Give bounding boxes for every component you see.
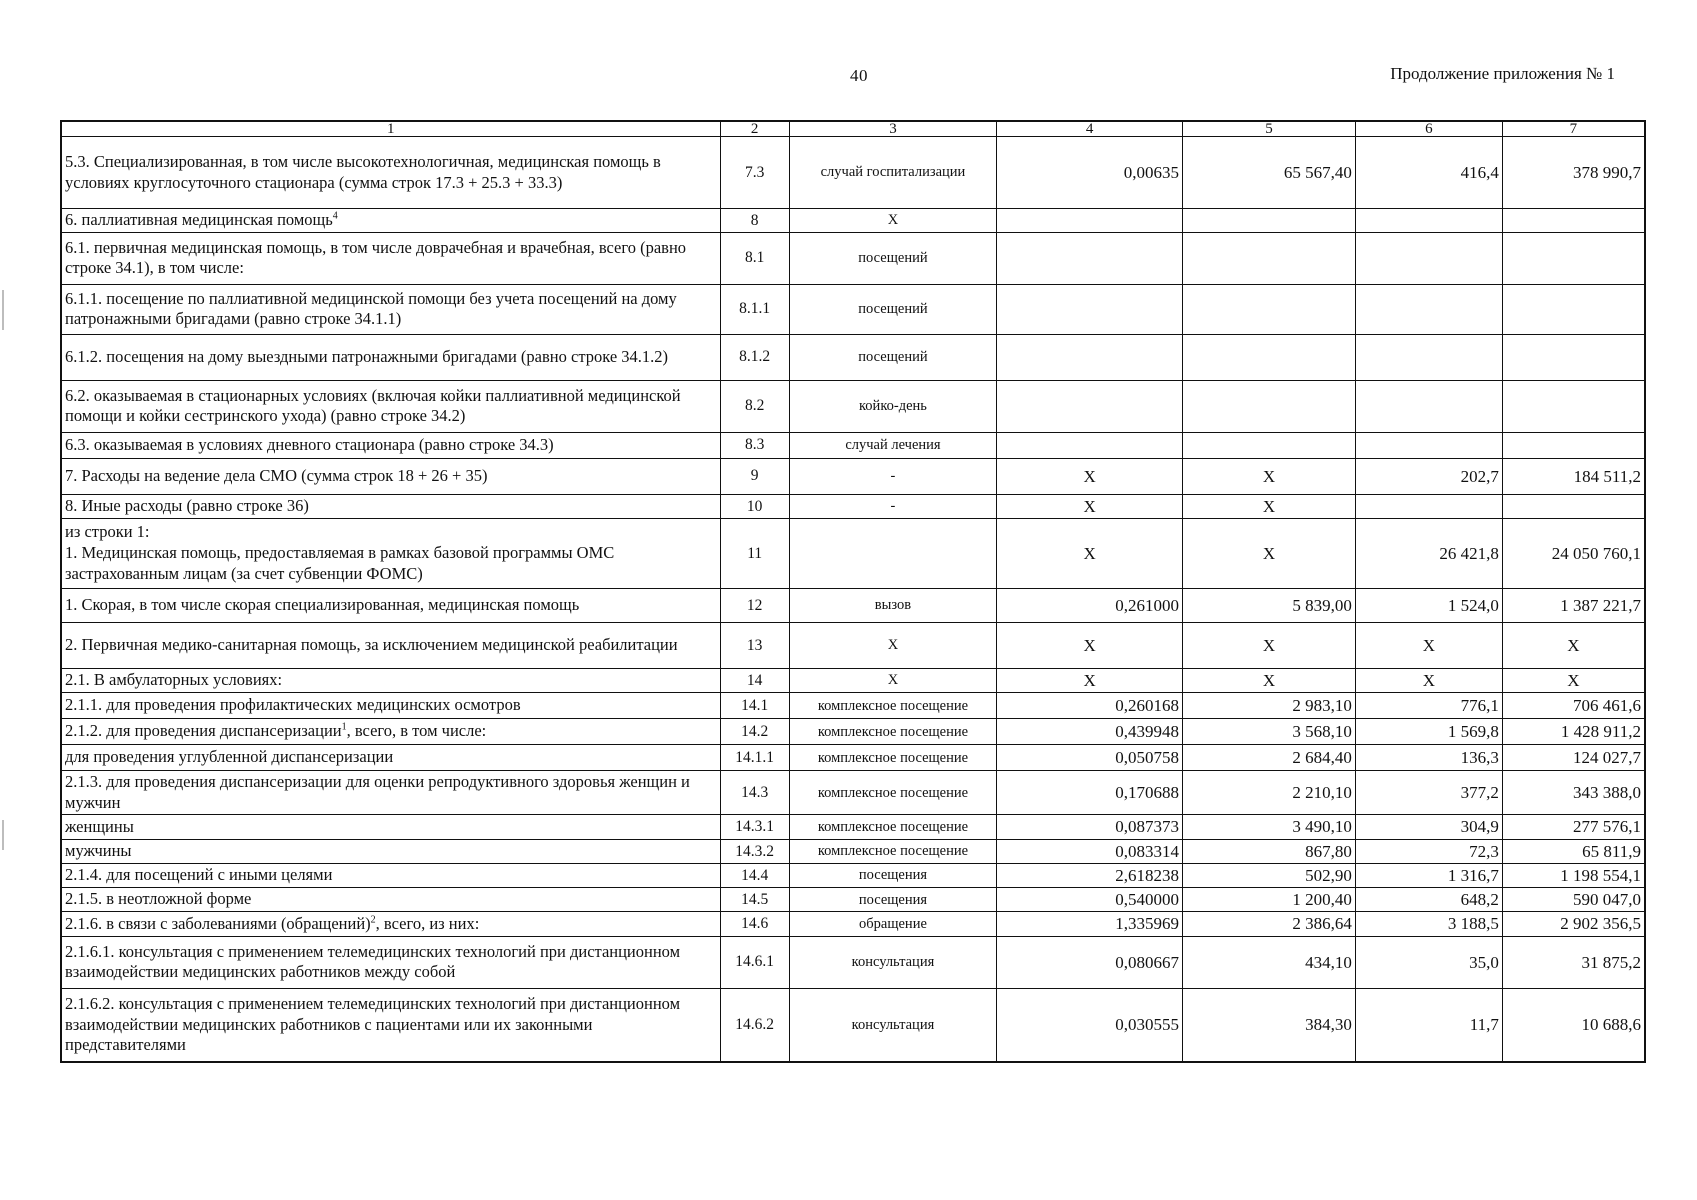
cell-col7: 277 576,1 (1502, 815, 1645, 839)
row-name-text: 2. Первичная медико-санитарная помощь, за исключением медицинской реабилитации (65, 635, 678, 655)
row-name-text: 2.1.6.1. консультация с применением телемедицинских технологий при дистанционном взаимодействии медицинских работников между собой (65, 941, 681, 982)
row-code: 8.2 (720, 380, 789, 432)
row-unit: консультация (789, 936, 996, 988)
row-name-text: 2.1.3. для проведения диспансеризации для оценки репродуктивного здоровья женщин и мужчин (65, 772, 690, 812)
column-header: 3 (789, 121, 996, 137)
column-header: 6 (1355, 121, 1502, 137)
cell-col4: 0,439948 (997, 719, 1183, 745)
cell-col7: 10 688,6 (1502, 988, 1645, 1062)
table-row (61, 771, 1645, 815)
cell-col5: 384,30 (1183, 988, 1356, 1062)
cell-col4 (997, 432, 1183, 458)
row-code: 8.1 (720, 232, 789, 284)
row-name-text: 6. паллиативная медицинская помощь (65, 210, 333, 229)
row-name (61, 588, 720, 622)
row-unit: обращение (789, 912, 996, 936)
row-name (61, 745, 720, 771)
row-name (61, 815, 720, 839)
row-code: 7.3 (720, 137, 789, 209)
cell-col4: 2,618238 (997, 863, 1183, 887)
table-row (61, 380, 1645, 432)
cell-col6: 136,3 (1355, 745, 1502, 771)
cell-col5: 867,80 (1183, 839, 1356, 863)
row-name (61, 668, 720, 692)
row-code: 8.1.2 (720, 334, 789, 380)
table-row (61, 912, 1645, 936)
table-row (61, 284, 1645, 334)
row-name (61, 209, 720, 233)
row-code: 14.4 (720, 863, 789, 887)
cell-col6 (1355, 209, 1502, 233)
column-header: 4 (997, 121, 1183, 137)
row-code: 8.1.1 (720, 284, 789, 334)
row-name (61, 771, 720, 815)
cell-col7: Х (1502, 668, 1645, 692)
cell-col4: 0,260168 (997, 693, 1183, 719)
cell-col5 (1183, 380, 1356, 432)
cell-col5: Х (1183, 622, 1356, 668)
row-unit: койко-день (789, 380, 996, 432)
row-unit: вызов (789, 588, 996, 622)
row-name (61, 432, 720, 458)
row-name-text: 2.1.2. для проведения диспансеризации (65, 721, 342, 741)
cell-col7: 184 511,2 (1502, 458, 1645, 494)
cell-col7: 1 198 554,1 (1502, 863, 1645, 887)
cell-col5: Х (1183, 458, 1356, 494)
cell-col7: Х (1502, 622, 1645, 668)
cell-col5: 3 490,10 (1183, 815, 1356, 839)
row-name (61, 334, 720, 380)
row-code: 14.6.2 (720, 988, 789, 1062)
cell-col6: Х (1355, 668, 1502, 692)
row-name-text: 6.1.1. посещение по паллиативной медицинской помощи без учета посещений на дому патронажными бригадами (равно строке 34.1.1) (65, 288, 677, 329)
cell-col5: 2 386,64 (1183, 912, 1356, 936)
scan-edge-mark (2, 820, 4, 850)
row-code: 14.1 (720, 693, 789, 719)
cell-col6 (1355, 232, 1502, 284)
row-unit: - (789, 494, 996, 518)
page-number: 40 (850, 66, 868, 85)
cell-col5: 1 200,40 (1183, 888, 1356, 912)
row-code: 14.3.2 (720, 839, 789, 863)
row-code: 14.1.1 (720, 745, 789, 771)
cell-col4 (997, 232, 1183, 284)
cell-col5: 5 839,00 (1183, 588, 1356, 622)
cell-col5: 2 210,10 (1183, 771, 1356, 815)
table-row (61, 518, 1645, 588)
cell-col5: 434,10 (1183, 936, 1356, 988)
row-name-text: 8. Иные расходы (равно строке 36) (65, 495, 309, 515)
cell-col6: 776,1 (1355, 693, 1502, 719)
cell-col6 (1355, 334, 1502, 380)
row-code: 13 (720, 622, 789, 668)
table-row (61, 209, 1645, 233)
cell-col7: 378 990,7 (1502, 137, 1645, 209)
cell-col6: 3 188,5 (1355, 912, 1502, 936)
row-name-text: 7. Расходы на ведение дела СМО (сумма строк 18 + 26 + 35) (65, 465, 488, 485)
cell-col4: 1,335969 (997, 912, 1183, 936)
row-name (61, 232, 720, 284)
cell-col5: 65 567,40 (1183, 137, 1356, 209)
cell-col6: 11,7 (1355, 988, 1502, 1062)
table-row (61, 668, 1645, 692)
row-name-text: 6.2. оказываемая в стационарных условиях (включая койки паллиативной медицинской помощи и койки сестринского ухода) (равно строке 34.2) (65, 385, 681, 426)
cell-col5: Х (1183, 668, 1356, 692)
row-name-text: 2.1.4. для посещений с иными целями (65, 865, 333, 885)
row-unit: посещений (789, 284, 996, 334)
row-unit: комплексное посещение (789, 839, 996, 863)
row-unit: комплексное посещение (789, 745, 996, 771)
row-name-text: 5.3. Специализированная, в том числе высокотехнологичная, медицинская помощь в условиях круглосуточного стационара (сумма строк 17.3 + 25.3 + 33.3) (65, 151, 661, 192)
cell-col5 (1183, 284, 1356, 334)
cell-col4 (997, 334, 1183, 380)
table-row (61, 936, 1645, 988)
cell-col6 (1355, 284, 1502, 334)
cell-col4: 0,083314 (997, 839, 1183, 863)
footnote-marker: 1 (341, 721, 347, 733)
table-row (61, 458, 1645, 494)
cell-col6: 304,9 (1355, 815, 1502, 839)
table-row (61, 432, 1645, 458)
table-row (61, 232, 1645, 284)
cell-col7 (1502, 380, 1645, 432)
row-name-text: для проведения углубленной диспансеризации (65, 747, 394, 767)
row-name-text: 6.3. оказываемая в условиях дневного стационара (равно строке 34.3) (65, 434, 554, 454)
table-row (61, 863, 1645, 887)
cell-col4: Х (997, 494, 1183, 518)
row-name (61, 863, 720, 887)
row-code: 14.3 (720, 771, 789, 815)
row-unit: посещений (789, 334, 996, 380)
row-code: 14.2 (720, 719, 789, 745)
row-unit (789, 518, 996, 588)
row-name (61, 936, 720, 988)
row-name-text: 2.1. В амбулаторных условиях: (65, 670, 283, 690)
footnote-marker: 2 (370, 914, 376, 926)
row-name (61, 518, 720, 588)
cell-col7 (1502, 334, 1645, 380)
table-row (61, 839, 1645, 863)
row-name (61, 137, 720, 209)
cell-col6 (1355, 432, 1502, 458)
table-body (61, 137, 1645, 1063)
cell-col7: 31 875,2 (1502, 936, 1645, 988)
cell-col5: 2 983,10 (1183, 693, 1356, 719)
cell-col7 (1502, 284, 1645, 334)
row-name-text: 2.1.6. в связи с заболеваниями (обращений) (65, 913, 371, 933)
cell-col5 (1183, 232, 1356, 284)
row-name-text: из строки 1: (65, 522, 150, 542)
cell-col7: 65 811,9 (1502, 839, 1645, 863)
row-name (61, 988, 720, 1062)
row-name-text: 6.1. первичная медицинская помощь, в том числе доврачебная и врачебная, всего (равно строке 34.1), в том числе: (65, 237, 687, 278)
data-table-container (60, 120, 1646, 1063)
cell-col7: 343 388,0 (1502, 771, 1645, 815)
cell-col7: 706 461,6 (1502, 693, 1645, 719)
cell-col7 (1502, 209, 1645, 233)
cell-col4 (997, 380, 1183, 432)
table-row (61, 719, 1645, 745)
cell-col5: 3 568,10 (1183, 719, 1356, 745)
row-code: 14.5 (720, 888, 789, 912)
row-unit: Х (789, 668, 996, 692)
row-unit: посещений (789, 232, 996, 284)
row-name (61, 912, 720, 936)
table-row (61, 137, 1645, 209)
row-unit: случай госпитализации (789, 137, 996, 209)
row-name (61, 888, 720, 912)
row-unit: посещения (789, 863, 996, 887)
cell-col5: Х (1183, 518, 1356, 588)
cell-col6: 202,7 (1355, 458, 1502, 494)
row-code: 10 (720, 494, 789, 518)
row-name-text: 2.1.5. в неотложной форме (65, 889, 252, 909)
cell-col7 (1502, 232, 1645, 284)
cell-col6: 1 524,0 (1355, 588, 1502, 622)
cell-col7 (1502, 432, 1645, 458)
cell-col6 (1355, 494, 1502, 518)
row-unit: комплексное посещение (789, 719, 996, 745)
cell-col6: 1 316,7 (1355, 863, 1502, 887)
cell-col4 (997, 209, 1183, 233)
row-unit: консультация (789, 988, 996, 1062)
row-unit: Х (789, 622, 996, 668)
row-name (61, 380, 720, 432)
cell-col6: 35,0 (1355, 936, 1502, 988)
row-code: 8.3 (720, 432, 789, 458)
table-row (61, 693, 1645, 719)
cell-col4 (997, 284, 1183, 334)
table-row (61, 494, 1645, 518)
row-name (61, 719, 720, 745)
data-table (60, 120, 1646, 1063)
row-name-text: 6.1.2. посещения на дому выездными патронажными бригадами (равно строке 34.1.2) (65, 346, 669, 366)
row-unit: комплексное посещение (789, 771, 996, 815)
cell-col7: 2 902 356,5 (1502, 912, 1645, 936)
cell-col5: 2 684,40 (1183, 745, 1356, 771)
cell-col5: Х (1183, 494, 1356, 518)
column-header: 2 (720, 121, 789, 137)
scan-edge-mark (2, 290, 4, 330)
cell-col4: Х (997, 668, 1183, 692)
cell-col4: 0,050758 (997, 745, 1183, 771)
cell-col6: Х (1355, 622, 1502, 668)
cell-col4: 0,261000 (997, 588, 1183, 622)
table-row (61, 815, 1645, 839)
row-name (61, 284, 720, 334)
cell-col4: Х (997, 458, 1183, 494)
row-unit: посещения (789, 888, 996, 912)
table-row (61, 745, 1645, 771)
row-name-text: 2.1.6.2. консультация с применением телемедицинских технологий при дистанционном взаимодействии медицинских работников с пациентами или их законными представителями (65, 993, 681, 1055)
continuation-note: Продолжение приложения № 1 (1390, 64, 1615, 83)
column-header: 7 (1502, 121, 1645, 137)
cell-col5: 502,90 (1183, 863, 1356, 887)
row-name-tail: , всего, из них: (375, 913, 480, 933)
cell-col6: 648,2 (1355, 888, 1502, 912)
row-code: 11 (720, 518, 789, 588)
cell-col4: Х (997, 622, 1183, 668)
column-number-row (61, 121, 1645, 137)
cell-col5 (1183, 432, 1356, 458)
row-code: 12 (720, 588, 789, 622)
cell-col7: 124 027,7 (1502, 745, 1645, 771)
cell-col6: 72,3 (1355, 839, 1502, 863)
column-header: 5 (1183, 121, 1356, 137)
cell-col6: 26 421,8 (1355, 518, 1502, 588)
cell-col7 (1502, 494, 1645, 518)
row-name (61, 693, 720, 719)
table-row (61, 888, 1645, 912)
row-code: 9 (720, 458, 789, 494)
row-name (61, 494, 720, 518)
table-row (61, 622, 1645, 668)
row-unit: - (789, 458, 996, 494)
row-name (61, 458, 720, 494)
cell-col6: 416,4 (1355, 137, 1502, 209)
row-code: 14 (720, 668, 789, 692)
cell-col4: Х (997, 518, 1183, 588)
cell-col4: 0,170688 (997, 771, 1183, 815)
cell-col6: 1 569,8 (1355, 719, 1502, 745)
row-unit: случай лечения (789, 432, 996, 458)
row-name-text: женщины (65, 816, 134, 836)
row-code: 8 (720, 209, 789, 233)
row-name-text: мужчины (65, 840, 132, 860)
cell-col4: 0,087373 (997, 815, 1183, 839)
row-code: 14.3.1 (720, 815, 789, 839)
row-unit: Х (789, 209, 996, 233)
cell-col7: 1 387 221,7 (1502, 588, 1645, 622)
row-name (61, 839, 720, 863)
cell-col4: 0,00635 (997, 137, 1183, 209)
footnote-marker: 4 (332, 210, 338, 222)
row-name-text: 1. Медицинская помощь, предоставляемая в рамках базовой программы ОМС застрахованным лицам (за счет субвенции ФОМС) (65, 543, 615, 583)
row-unit: комплексное посещение (789, 693, 996, 719)
cell-col5 (1183, 209, 1356, 233)
cell-col7: 24 050 760,1 (1502, 518, 1645, 588)
cell-col5 (1183, 334, 1356, 380)
column-header: 1 (61, 121, 720, 137)
cell-col4: 0,030555 (997, 988, 1183, 1062)
table-row (61, 588, 1645, 622)
cell-col7: 590 047,0 (1502, 888, 1645, 912)
cell-col4: 0,540000 (997, 888, 1183, 912)
row-name-tail: , всего, в том числе: (346, 721, 487, 741)
table-row (61, 334, 1645, 380)
cell-col4: 0,080667 (997, 936, 1183, 988)
cell-col6: 377,2 (1355, 771, 1502, 815)
cell-col6 (1355, 380, 1502, 432)
row-unit: комплексное посещение (789, 815, 996, 839)
row-code: 14.6 (720, 912, 789, 936)
cell-col7: 1 428 911,2 (1502, 719, 1645, 745)
row-name (61, 622, 720, 668)
row-name-text: 2.1.1. для проведения профилактических медицинских осмотров (65, 695, 521, 715)
table-row (61, 988, 1645, 1062)
row-code: 14.6.1 (720, 936, 789, 988)
row-name-text: 1. Скорая, в том числе скорая специализированная, медицинская помощь (65, 595, 580, 615)
